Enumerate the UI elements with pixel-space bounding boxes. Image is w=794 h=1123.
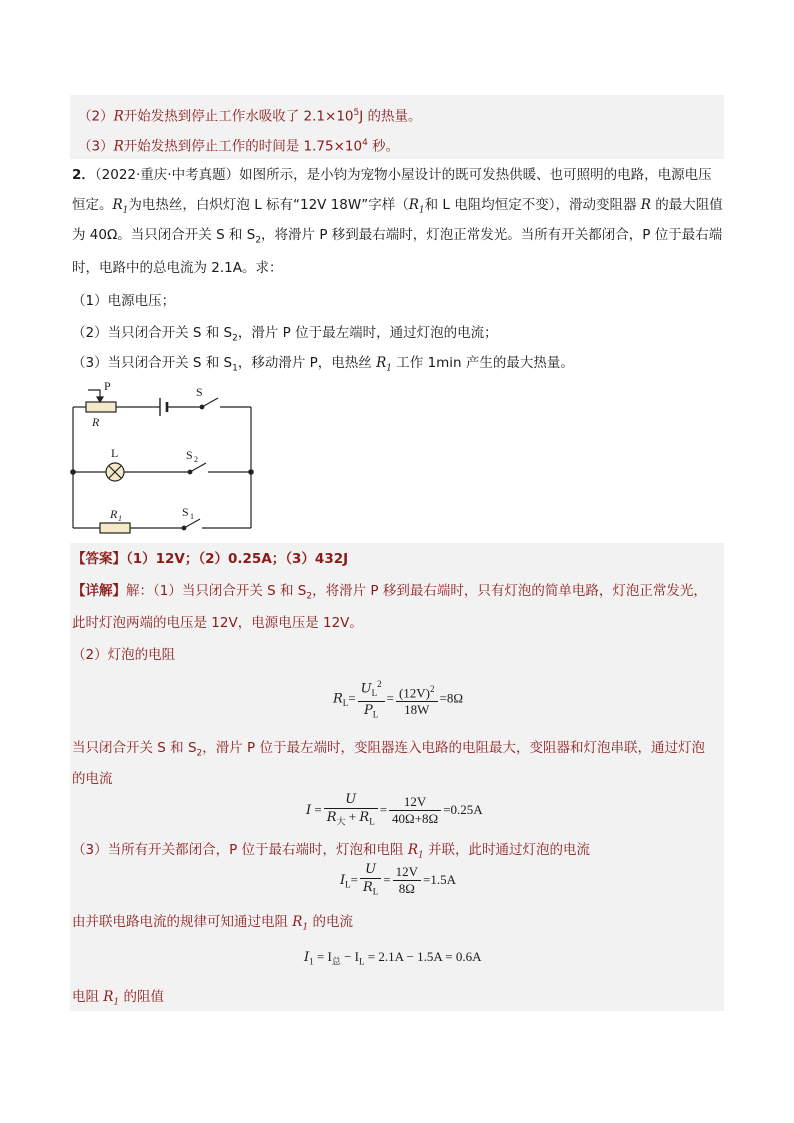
junction-right bbox=[249, 470, 253, 474]
r1-symbol-3: R bbox=[376, 355, 387, 371]
eq1-num: U bbox=[360, 681, 372, 697]
answer-tag: 【答案】 bbox=[72, 551, 126, 567]
problem-line-3-b: ，将滑片 P 移到最右端时，灯泡正常发光。当所有开关都闭合，P 位于最右端 bbox=[261, 227, 723, 243]
eq3-lhs: I bbox=[340, 872, 346, 888]
detail-p5-r: R bbox=[103, 989, 114, 1005]
problem-line-1 bbox=[72, 166, 712, 184]
prev-item-2 bbox=[78, 104, 422, 126]
eq1-lhs-sub: L bbox=[342, 697, 349, 708]
label-p: P bbox=[104, 379, 111, 393]
eq1-num-sup: 2 bbox=[377, 679, 382, 689]
eq1-den2: 18W bbox=[404, 701, 430, 717]
eq2-num: U bbox=[324, 792, 378, 809]
prev-item-2-number: （2） bbox=[78, 108, 114, 125]
eq3-lhs-sub: L bbox=[345, 879, 351, 890]
detail-p4-r: R bbox=[292, 914, 303, 930]
eq1-den: P bbox=[364, 702, 373, 718]
eq1-frac-2 bbox=[396, 681, 438, 718]
detail-p1-b: ，将滑片 P 移到最右端时，只有灯泡的简单电路，灯泡正常发光， bbox=[312, 583, 707, 599]
eq3-den-sub: L bbox=[372, 886, 379, 897]
problem-line-3-a: 为 40Ω。当只闭合开关 S 和 S bbox=[72, 227, 256, 243]
detail-line-4 bbox=[72, 739, 705, 763]
question-1 bbox=[72, 292, 175, 310]
eq4-b-sub: 总 bbox=[331, 956, 341, 967]
r1-symbol: R bbox=[112, 197, 123, 213]
detail-line-2 bbox=[72, 614, 363, 632]
r1-symbol-2: R bbox=[408, 197, 419, 213]
problem-source: （2022·重庆·中考真题） bbox=[94, 167, 240, 183]
detail-p3-b: 并联，此时通过灯泡的电流 bbox=[423, 842, 591, 858]
label-r1-sub: 1 bbox=[118, 514, 122, 523]
equation-current-series: I = $\frac{U}{R_大 + R_L}$ = $\frac{12V}{40\Omega+8\Omega}$ =0.25A bbox=[306, 792, 483, 830]
detail-p3-r: R bbox=[407, 842, 418, 858]
eq1-result: =8Ω bbox=[439, 690, 463, 706]
problem-line-3-sub: 2 bbox=[255, 235, 262, 246]
problem-line-4 bbox=[72, 259, 283, 277]
eq2-den2: 40Ω+8Ω bbox=[392, 811, 439, 827]
answer-line bbox=[72, 550, 348, 568]
detail-line-6 bbox=[72, 841, 590, 865]
prev-item-2-exp: 5 bbox=[353, 108, 360, 118]
label-s1: S bbox=[182, 505, 189, 519]
detail-p1-sub: 2 bbox=[306, 591, 313, 602]
eq3-result: =1.5A bbox=[423, 871, 456, 887]
r1-sub-3: 1 bbox=[386, 363, 392, 374]
label-s2: S bbox=[186, 448, 193, 462]
problem-line-3 bbox=[72, 226, 722, 250]
problem-line-2-c: 和 L 电阻均恒定不变），滑动变阻器 bbox=[424, 197, 641, 213]
eq2-den-b-sub: L bbox=[369, 816, 375, 827]
equation-current-lamp: $I_L=$ $\frac{U}{R_L}$ = $\frac{12V}{8\Omega}$ =1.5A bbox=[340, 862, 456, 900]
detail-p5-r-sub: 1 bbox=[113, 997, 120, 1008]
detail-p5-b: 的阻值 bbox=[119, 989, 164, 1005]
circuit-diagram bbox=[60, 378, 270, 538]
eq1-frac-1 bbox=[358, 676, 385, 723]
detail-p2-a: 当只闭合开关 S 和 S bbox=[72, 740, 197, 756]
eq1-num-sub: L bbox=[371, 687, 378, 698]
eq2-result: =0.25A bbox=[443, 801, 483, 817]
r1-resistor bbox=[100, 523, 130, 533]
detail-p3-r-sub: 1 bbox=[417, 850, 424, 861]
eq4-c-sub: L bbox=[359, 956, 365, 967]
detail-tag: 【详解】 bbox=[72, 583, 126, 599]
r1-sub-2: 1 bbox=[418, 205, 425, 216]
eq4-a-sub: 1 bbox=[309, 956, 314, 967]
prev-item-3-post: 秒。 bbox=[367, 138, 400, 155]
detail-p2-sub: 2 bbox=[196, 748, 203, 759]
answer-text: （1）12V；（2）0.25A；（3）432J bbox=[126, 551, 349, 567]
problem-line-1-text: 如图所示，是小钧为宠物小屋设计的既可发热供暖、也可照明的电路，电源电压 bbox=[239, 167, 712, 183]
eq4-a: I bbox=[304, 950, 310, 965]
detail-p2-c: 的电流 bbox=[72, 771, 113, 787]
problem-line-2 bbox=[72, 196, 723, 220]
question-2-a: （2）当只闭合开关 S 和 S bbox=[72, 325, 233, 341]
detail-line-1 bbox=[72, 582, 707, 606]
eq4-d: = 2.1A − 1.5A = 0.6A bbox=[364, 949, 482, 964]
detail-p4-r-sub: 1 bbox=[302, 922, 309, 933]
problem-line-4-text: 时，电路中的总电流为 2.1A。求： bbox=[72, 260, 283, 276]
question-3-a: （3）当只闭合开关 S 和 S bbox=[72, 355, 233, 371]
question-3-c: 工作 1min 产生的最大热量。 bbox=[391, 355, 574, 371]
question-3-b: ，移动滑片 P，电热丝 bbox=[237, 355, 377, 371]
question-3-sub: 1 bbox=[232, 363, 238, 374]
detail-p5-a: 电阻 bbox=[72, 989, 104, 1005]
eq3-den: R bbox=[362, 880, 373, 895]
eq2-den-a: R bbox=[326, 810, 337, 825]
prev-item-2-var: R bbox=[113, 108, 124, 125]
label-r: R bbox=[92, 415, 100, 429]
eq3-frac-2 bbox=[393, 864, 421, 897]
eq2-frac-1: $\frac{U}{R_大 + R_L}$ bbox=[324, 792, 378, 830]
problem-line-2-b: 为电热丝，白炽灯泡 L 标有“12V 18W”字样（ bbox=[128, 197, 409, 213]
detail-line-8 bbox=[72, 988, 164, 1012]
eq1-den-sub: L bbox=[372, 709, 379, 720]
eq2-lhs: I bbox=[306, 802, 312, 818]
label-s2-sub: 2 bbox=[194, 455, 198, 464]
eq3-frac-1 bbox=[360, 862, 381, 900]
prev-item-3-text: 开始发热到停止工作的时间是 1.75×10 bbox=[123, 138, 363, 155]
prev-item-3-exp: 4 bbox=[362, 138, 368, 148]
r-symbol: R bbox=[640, 197, 651, 213]
question-2-sub: 2 bbox=[232, 333, 238, 344]
junction-left bbox=[71, 470, 75, 474]
detail-p1-c: 此时灯泡两端的电压是 12V，电源电压是 12V。 bbox=[72, 615, 363, 631]
equation-current-r1 bbox=[304, 949, 481, 968]
switch-s-blade bbox=[202, 398, 218, 407]
eq4-b: = I bbox=[313, 949, 332, 964]
detail-p4-b: 的电流 bbox=[308, 914, 353, 930]
label-s1-sub: 1 bbox=[190, 512, 194, 521]
detail-p3-a: （3）当所有开关都闭合，P 位于最右端时，灯泡和电阻 bbox=[72, 842, 408, 858]
r1-sub: 1 bbox=[122, 205, 129, 216]
prev-item-3 bbox=[78, 134, 399, 156]
problem-line-2-d: 的最大阻值 bbox=[650, 197, 723, 213]
label-s: S bbox=[196, 385, 203, 399]
problem-number: 2． bbox=[72, 167, 95, 183]
detail-p1-a: 解：（1）当只闭合开关 S 和 S bbox=[126, 583, 307, 599]
prev-item-3-var: R bbox=[113, 138, 124, 155]
eq1-num2-sup: 2 bbox=[430, 683, 435, 694]
question-2-b: ，滑片 P 位于最左端时，通过灯泡的电流； bbox=[237, 325, 498, 341]
prev-item-2-post: J 的热量。 bbox=[359, 108, 422, 125]
eq2-frac-2 bbox=[389, 794, 441, 827]
eq2-num2: 12V bbox=[389, 794, 441, 811]
detail-p2-head: （2）灯泡的电阻 bbox=[72, 647, 176, 663]
problem-line-2-a: 恒定。 bbox=[72, 197, 113, 213]
detail-line-3 bbox=[72, 646, 175, 664]
rheostat-resistor bbox=[86, 402, 116, 412]
eq3-num: U bbox=[360, 862, 381, 879]
eq4-c: − I bbox=[340, 949, 359, 964]
eq1-lhs: R bbox=[333, 691, 343, 707]
eq2-den-a-sub: 大 bbox=[336, 816, 346, 827]
slider-p-arrow bbox=[97, 397, 103, 402]
question-1-text: （1）电源电压； bbox=[72, 293, 176, 309]
detail-line-5 bbox=[72, 770, 113, 788]
equation-resistance-lamp: $R_L=$ $\frac{U_L^2}{P_L}$ = $\frac{(12V)^2}{18W}$ =8Ω bbox=[333, 676, 463, 723]
eq3-num2: 12V bbox=[393, 864, 421, 881]
detail-line-7 bbox=[72, 913, 353, 937]
label-l: L bbox=[111, 446, 119, 460]
question-3 bbox=[72, 354, 574, 378]
question-2 bbox=[72, 324, 498, 348]
detail-p4-a: 由并联电路电流的规律可知通过电阻 bbox=[72, 914, 293, 930]
switch-s2-blade bbox=[190, 463, 206, 472]
detail-p2-b: ，滑片 P 位于最左端时，变阻器连入电路的电阻最大，变阻器和灯泡串联，通过灯泡 bbox=[202, 740, 705, 756]
label-r1: R bbox=[110, 507, 118, 521]
eq1-num2: (12V) bbox=[398, 684, 430, 700]
eq3-den2: 8Ω bbox=[398, 881, 415, 897]
prev-item-2-text: 开始发热到停止工作水吸收了 2.1×10 bbox=[123, 108, 354, 125]
prev-item-3-number: （3） bbox=[78, 138, 114, 155]
eq2-den-b: R bbox=[359, 810, 370, 825]
